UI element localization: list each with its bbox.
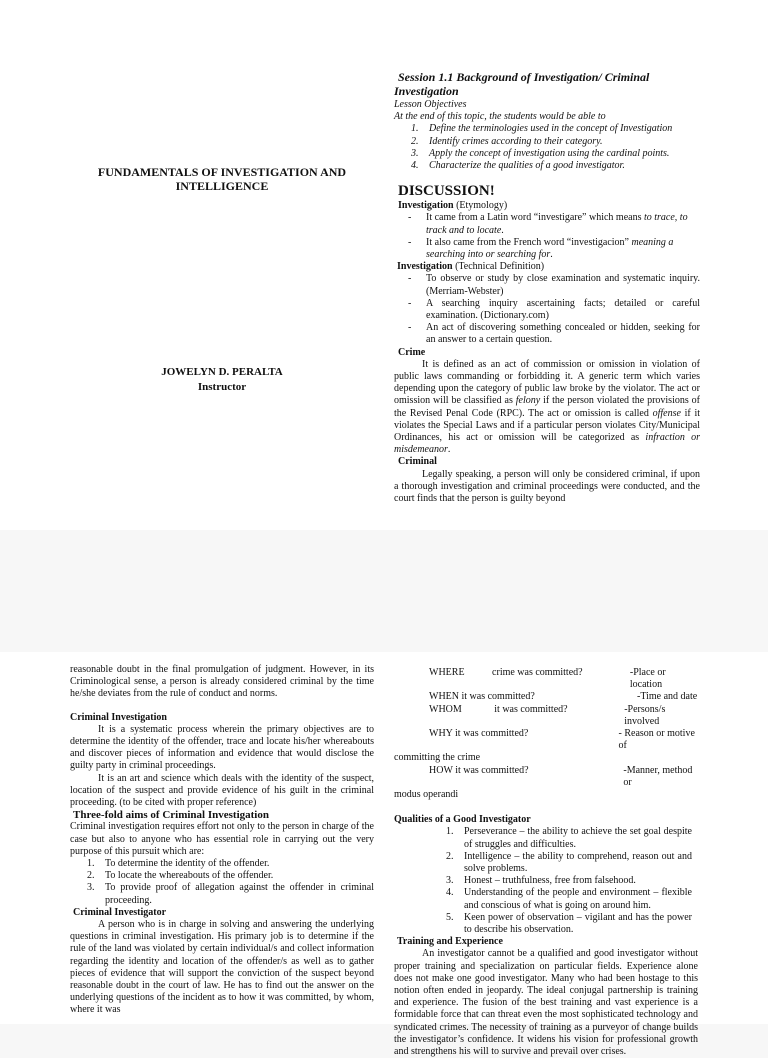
page1-right-column — [394, 70, 700, 505]
list-item: 3. Honest – truthfulness, free from falsehood. — [446, 875, 636, 887]
training-heading: Training and Experience — [397, 936, 503, 948]
discussion-heading: DISCUSSION! — [398, 183, 495, 200]
list-item: 1. Define the terminologies used in the concept of Investigation — [411, 123, 673, 135]
document-page-2 — [0, 652, 768, 1058]
cardinal-row: HOW it was committed? -Manner, method or — [429, 764, 693, 788]
technical-heading: Investigation (Technical Definition) — [397, 261, 545, 273]
author-role: Instructor — [197, 381, 247, 393]
crime-heading: Crime — [398, 346, 426, 358]
ci-paragraph-2: It is an art and science which deals with the identity of the suspect, location of the suspect and provide evidence of his guilt in the criminal proceeding. (to be cited with proper reference) — [70, 772, 374, 809]
list-item: 3. Apply the concept of investigation using the cardinal points. — [411, 147, 670, 159]
objectives-list — [411, 123, 700, 172]
ci-paragraph-1: It is a systematic process wherein the primary objectives are to determine the identity of the offender, trace and locate his/her whereabouts and discover pieces of information and evidence that would disclose the guilty party in criminal proceedings. — [70, 723, 374, 772]
criminal-paragraph: Legally speaking, a person will only be considered criminal, if upon a thorough investigation and criminal proceedings were conducted, and the court finds that the person is guilty beyond — [394, 468, 700, 505]
list-item: 1. To determine the identity of the offender. — [87, 858, 270, 870]
cardinal-row: WHEN it was committed? -Time and date — [429, 691, 698, 703]
qualities-heading: Qualities of a Good Investigator — [394, 814, 531, 826]
list-item: 2. Intelligence – the ability to comprehend, reason out and solve problems. — [446, 850, 692, 875]
list-item: 2. Identify crimes according to their category. — [411, 135, 603, 147]
aims-intro: Criminal investigation requires effort not only to the person in charge of the case but also to anyone who has essential role in carrying out the very purpose of this pursuit which are: — [70, 821, 374, 857]
cardinal-points — [394, 667, 698, 801]
crime-paragraph: It is defined as an act of commission or omission in violation of public laws commanding or forbidding it. A generic term which varies depending upon the category of public law broke by the violator. The act or omission will be classified as felony if the person violated the provisions of the Revised Penal Code (RPC). The act or omission is called offense if it violates the Special Laws and if a particular person violates City/Municipal Ordinances, his act or omission will be categorized as infraction or misdemeanor. — [394, 358, 701, 456]
cardinal-wrap: modus operandi — [394, 789, 459, 801]
cardinal-row: WHOM it was committed? -Persons/s involved — [429, 703, 666, 727]
etymology-list — [394, 212, 700, 261]
list-item: - It also came from the French word “investigacion” meaning a searching into or searching for. — [394, 237, 700, 261]
criminal-heading: Criminal — [398, 456, 437, 468]
list-item: 3. To provide proof of allegation against the offender in criminal proceeding. — [87, 882, 374, 906]
list-item: 5. Keen power of observation – vigilant and has the power to describe his observation. — [446, 911, 692, 936]
criminal-investigation-heading: Criminal Investigation — [70, 711, 167, 723]
cover-title: FUNDAMENTALS OF INVESTIGATION AND INTELLIGENCE — [97, 165, 347, 193]
page2-right-column — [394, 667, 698, 1058]
list-item: - To observe or study by close examination and systematic inquiry. (Merriam-Webster) — [394, 273, 700, 297]
list-item: 4. Understanding of the people and environment – flexible and conscious of what is going on around him. — [446, 887, 692, 911]
etymology-heading: Investigation (Etymology) — [398, 200, 508, 212]
qualities-list — [446, 826, 692, 936]
continuation-paragraph: reasonable doubt in the final promulgation of judgment. However, in its Criminological sense, a person is already considered criminal by the time he/she deviates from the rule of conduct and norms. — [70, 664, 374, 700]
cardinal-row: WHERE crime was committed? -Place or location — [429, 667, 666, 691]
criminal-investigator-heading: Criminal Investigator — [73, 906, 167, 918]
author-name: JOWELYN D. PERALTA — [161, 366, 283, 378]
cardinal-row: WHY it was committed? - Reason or motive of — [429, 728, 695, 752]
list-item: 4. Characterize the qualities of a good investigator. — [411, 160, 625, 172]
aims-list — [87, 858, 374, 907]
list-item: 2. To locate the whereabouts of the offender. — [87, 870, 274, 882]
page2-left-column — [70, 664, 374, 1017]
objectives-label: Lesson Objectives — [394, 99, 467, 110]
list-item: 1. Perseverance – the ability to achieve the set goal despite of struggles and difficulties. — [446, 826, 692, 850]
session-title: Session 1.1 Background of Investigation/ Criminal Investigation — [394, 70, 650, 98]
training-paragraph: An investigator cannot be a qualified and good investigator without proper training and specialization on particular fields. Experience alone does not make one good investigator. Many who had been hostage to this notion often ended in jeopardy. The ideal conjugal partnership is training and experience. The fusion of the best training and vast experience is a formidable force that can threat even the most sophisticated technology and syndicated crimes. The necessity of training as a purveyor of change builds the investigator’s confidence. It widens his vision for professional growth and strengthens his will to survive and prevail over crises. — [394, 948, 698, 1058]
cardinal-wrap: committing the crime — [394, 752, 481, 764]
objectives-intro: At the end of this topic, the students would be able to — [394, 111, 606, 123]
three-fold-aims-heading: Three-fold aims of Criminal Investigation — [73, 809, 269, 822]
list-item: - It came from a Latin word “investigare” which means to trace, to track and to locate. — [394, 212, 700, 236]
investigator-paragraph: A person who is in charge in solving and answering the underlying questions in criminal investigation. His primary job is to determine if the rule of the land was violated by certain individual/s and collect information regarding the identity and location of the offender/s as well as to gather pieces of evidence that will support the conviction of the suspect beyond reasonable doubt in the court of law. He has to find out the answer on the underlying questions of the incident as to how it was committed, by whom, where it was — [70, 919, 374, 1016]
list-item: - An act of discovering something concealed or hidden, seeking for an answer to a certain question. — [394, 322, 700, 346]
technical-list — [394, 273, 700, 346]
list-item: - A searching inquiry ascertaining facts; detailed or careful examination. (Dictionary.com) — [394, 298, 700, 322]
